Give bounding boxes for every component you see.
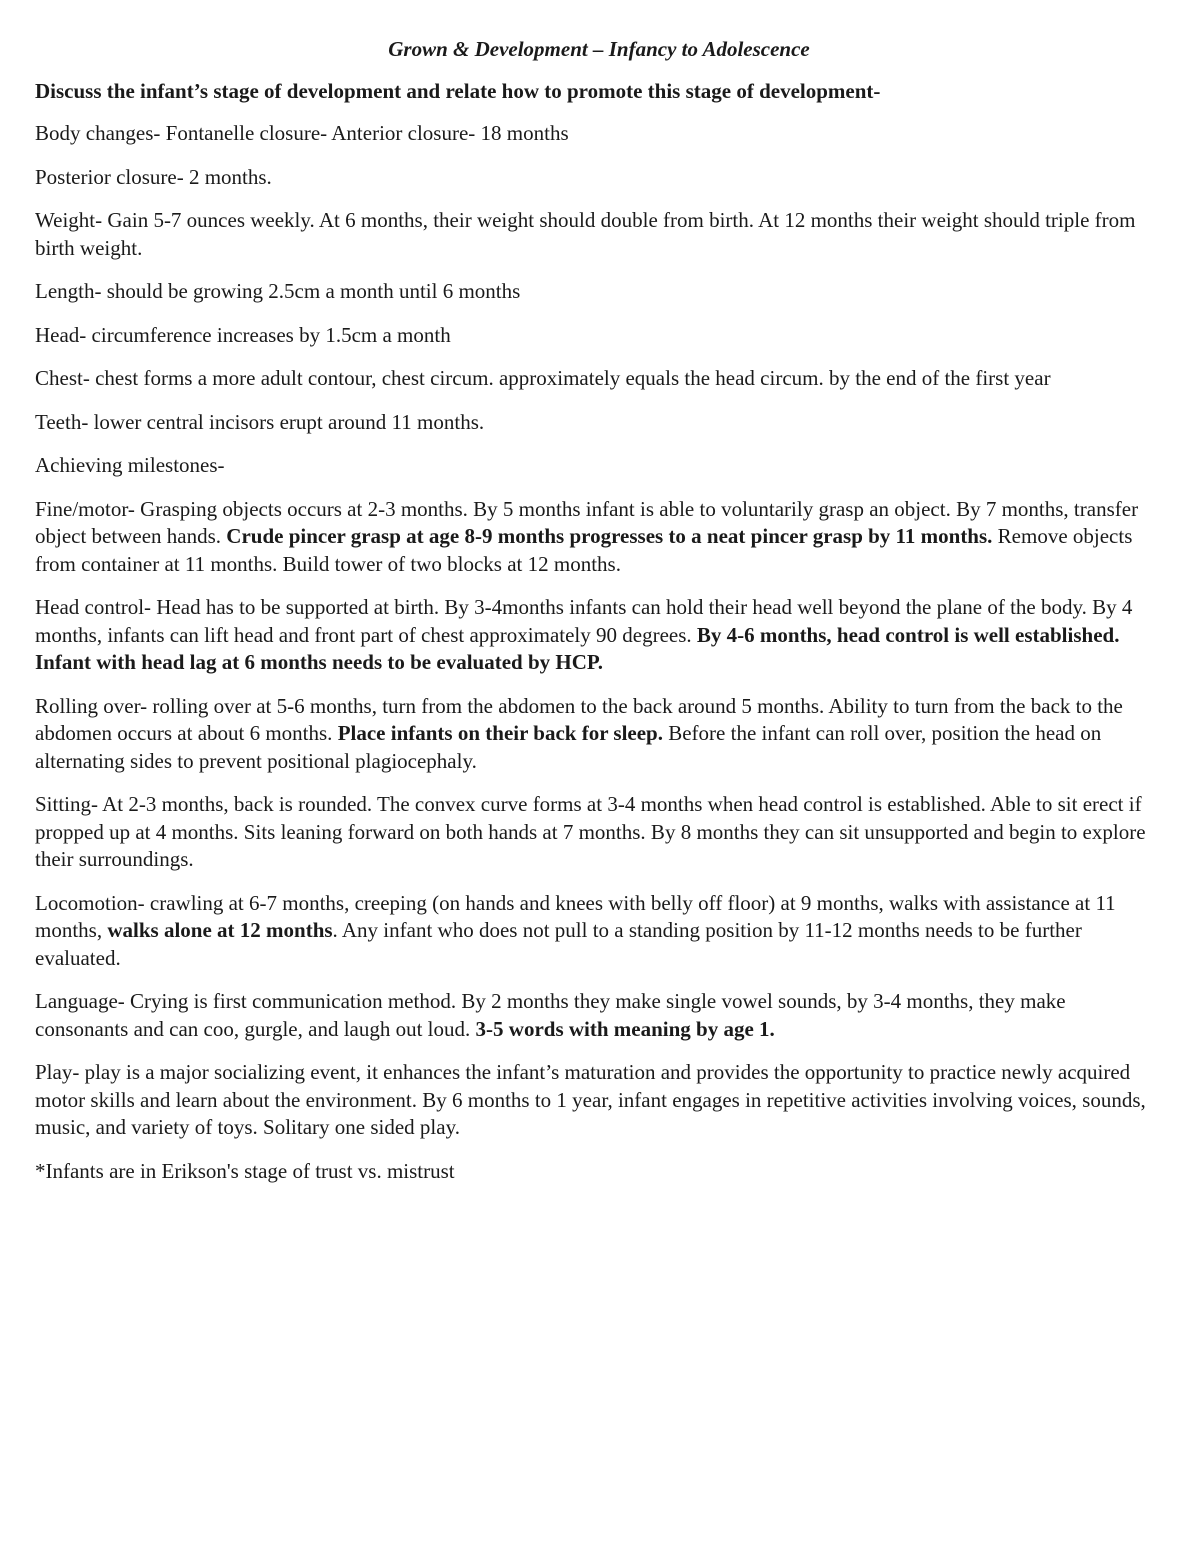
document-page	[35, 36, 1163, 1201]
text-run: Chest- chest forms a more adult contour, chest circum. approximately equals the head circum. by the end of the first year	[35, 366, 1051, 390]
body-paragraph	[35, 278, 1163, 306]
text-run: Head control- Head has to be supported at birth. By 3-4months infants can hold their head well beyond the plane of the body. By 4 months, infants can lift head and front part of chest approximately 90 degrees.	[35, 595, 1133, 647]
body-paragraph	[35, 791, 1163, 874]
bold-text-run: Place infants on their back for sleep.	[337, 721, 663, 745]
text-run: Language- Crying is first communication method. By 2 months they make single vowel sounds, by 3-4 months, they make consonants and can coo, gurgle, and laugh out loud.	[35, 989, 1066, 1041]
text-run: Sitting- At 2-3 months, back is rounded. The convex curve forms at 3-4 months when head control is established. Able to sit erect if propped up at 4 months. Sits leaning forward on both hands at 7 months. By 8 months they can sit unsupported and begin to explore their surroundings.	[35, 792, 1146, 871]
text-run: . Any infant who does not pull to a standing position by 11-12 months needs to be further evaluated.	[35, 918, 1082, 970]
body-paragraph	[35, 988, 1163, 1043]
text-run: Before the infant can roll over, position the head on alternating sides to prevent positional plagiocephaly.	[35, 721, 1102, 773]
section-heading: Discuss the infant’s stage of development and relate how to promote this stage of development-	[35, 78, 881, 103]
body-paragraph	[35, 1059, 1163, 1142]
text-run: Teeth- lower central incisors erupt around 11 months.	[35, 409, 485, 434]
text-run: Weight- Gain 5-7 ounces weekly. At 6 months, their weight should double from birth. At 12 months their weight should triple from birth weight.	[35, 208, 1136, 260]
body-paragraph	[35, 322, 1163, 350]
body-paragraph	[35, 693, 1163, 776]
body-paragraph	[35, 120, 1163, 148]
text-run: Length- should be growing 2.5cm a month until 6 months	[35, 279, 521, 303]
document-body	[35, 120, 1163, 1185]
text-run: Head- circumference increases by 1.5cm a month	[35, 322, 451, 347]
bold-text-run: Crude pincer grasp at age 8-9 months progresses to a neat pincer grasp by 11 months.	[226, 524, 993, 548]
body-paragraph	[35, 409, 1163, 437]
body-paragraph	[35, 365, 1163, 393]
text-run: Fine/motor- Grasping objects occurs at 2-3 months. By 5 months infant is able to voluntarily grasp an object. By 7 months, transfer object between hands.	[35, 496, 1139, 548]
text-run: Play- play is a major socializing event, it enhances the infant’s maturation and provides the opportunity to practice newly acquired motor skills and learn about the environment. By 6 months to 1 year, infant engages in repetitive activities involving voices, sounds, music, and variety of toys. Solitary one sided play.	[35, 1060, 1146, 1139]
body-paragraph	[35, 1158, 1163, 1186]
bold-text-run: 3-5 words with meaning by age 1.	[475, 1016, 775, 1041]
text-run: Posterior closure- 2 months.	[35, 164, 272, 189]
text-run: Body changes- Fontanelle closure- Anterior closure- 18 months	[35, 121, 569, 145]
body-paragraph	[35, 594, 1163, 677]
body-paragraph	[35, 452, 1163, 480]
document-title: Grown & Development – Infancy to Adolescence	[388, 37, 810, 61]
text-run: Locomotion- crawling at 6-7 months, creeping (on hands and knees with belly off floor) at 9 months, walks with assistance at 11 months,	[35, 890, 1116, 942]
body-paragraph	[35, 890, 1163, 973]
bold-text-run: By 4-6 months, head control is well established. Infant with head lag at 6 months needs to be evaluated by HCP.	[35, 622, 1120, 674]
body-paragraph	[35, 207, 1163, 262]
body-paragraph	[35, 496, 1163, 579]
text-run: *Infants are in Erikson's stage of trust vs. mistrust	[35, 1158, 455, 1183]
body-paragraph	[35, 164, 1163, 192]
text-run: Remove objects from container at 11 months. Build tower of two blocks at 12 months.	[35, 524, 1133, 576]
text-run: Rolling over- rolling over at 5-6 months, turn from the abdomen to the back around 5 months. Ability to turn from the back to the abdomen occurs at about 6 months.	[35, 693, 1123, 745]
text-run: Achieving milestones-	[35, 453, 225, 477]
bold-text-run: walks alone at 12 months	[107, 918, 333, 942]
